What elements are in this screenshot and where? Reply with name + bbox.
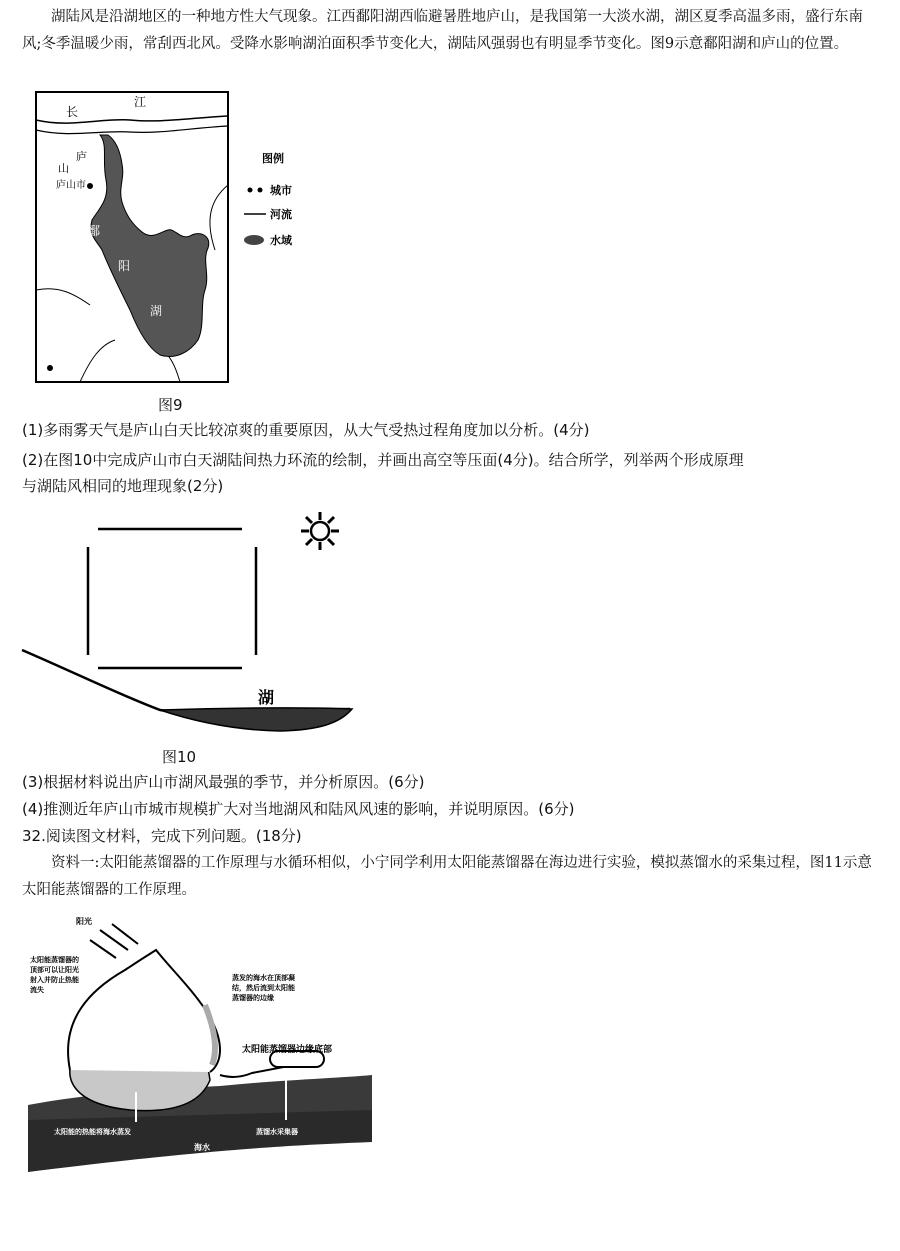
- label-jiang: 江: [134, 95, 147, 109]
- svg-text:太阳能蒸馏器的: 太阳能蒸馏器的: [30, 956, 79, 964]
- city-dot-southwest: [47, 365, 53, 371]
- lake-water: [160, 708, 352, 731]
- label-collector: 蒸馏水采集器: [256, 1128, 298, 1136]
- svg-text:流失: 流失: [30, 986, 44, 994]
- figure-9-map: [30, 90, 330, 385]
- legend-city: 城市: [270, 184, 292, 197]
- land-slope: [22, 650, 350, 712]
- material-1-paragraph: 资料一:太阳能蒸馏器的工作原理与水循环相似，小宁同学利用太阳能蒸馏器在海边进行实验，模拟蒸馏水的采集过程，图11示意太阳能蒸馏器的工作原理。: [22, 855, 872, 898]
- question-2-line-1: (2)在图10中完成庐山市白天湖陆间热力环流的绘制，并画出高空等压面(4分)。结合所学，列举两个形成原理: [22, 451, 744, 469]
- figure-9-caption: 图9: [158, 396, 183, 414]
- figure-11-solar-still: [20, 910, 380, 1175]
- city-dot-lushan: [87, 183, 93, 189]
- question-4: (4)推测近年庐山市城市规模扩大对当地湖风和陆风风速的影响，并说明原因。(6分): [22, 800, 575, 818]
- label-heat-evap: 太阳能的热能将海水蒸发: [54, 1128, 131, 1136]
- legend-water: 水域: [270, 234, 292, 247]
- svg-text:结，然后流到太阳能: 结，然后流到太阳能: [232, 984, 295, 992]
- figure-10-diagram: [20, 505, 380, 740]
- seawater: [28, 1110, 372, 1172]
- legend-river: 河流: [270, 208, 292, 221]
- label-seawater: 海水: [194, 1143, 210, 1152]
- svg-text:蒸发的海水在顶部凝: 蒸发的海水在顶部凝: [232, 974, 295, 982]
- question-1: (1)多雨雾天气是庐山白天比较凉爽的重要原因，从大气受热过程角度加以分析。(4分): [22, 421, 590, 439]
- label-edge-bottom: 太阳能蒸馏器边缘底部: [242, 1045, 333, 1055]
- figure-10-caption: 图10: [162, 748, 197, 766]
- question-2-line-2: 与湖陆风相同的地理现象(2分): [22, 477, 224, 495]
- still-dome: [68, 950, 220, 1072]
- label-yang: 阳: [118, 259, 131, 273]
- sun-icon: [301, 512, 339, 550]
- question-32: 32.阅读图文材料，完成下列问题。(18分): [22, 827, 302, 845]
- question-3: (3)根据材料说出庐山市湖风最强的季节，并分析原因。(6分): [22, 773, 425, 791]
- sunlight-arrows: [90, 924, 138, 958]
- label-shan: 山: [58, 162, 69, 175]
- label-po: 鄱: [88, 224, 101, 238]
- label-lu: 庐: [76, 150, 87, 163]
- label-chang: 长: [66, 105, 79, 119]
- label-lushan-city: 庐山市: [56, 180, 86, 191]
- lake-label: 湖: [258, 688, 275, 707]
- label-hu: 湖: [150, 304, 163, 318]
- svg-text:顶部可以让阳光: 顶部可以让阳光: [30, 966, 79, 974]
- legend-title: 图例: [262, 152, 284, 165]
- svg-text:蒸馏器的边缘: 蒸馏器的边缘: [232, 994, 274, 1002]
- intro-paragraph: 湖陆风是沿湖地区的一种地方性大气现象。江西鄱阳湖西临避暑胜地庐山，是我国第一大淡水湖，湖区夏季高温多雨，盛行东南风;冬季温暖少雨，常刮西北风。受降水影响湖泊面积季节变化大，湖陆风强弱也有明显季节变化。图9示意鄱阳湖和庐山的位置。: [22, 9, 863, 52]
- label-sunlight: 阳光: [76, 917, 92, 926]
- svg-text:射入并防止热能: 射入并防止热能: [30, 976, 79, 984]
